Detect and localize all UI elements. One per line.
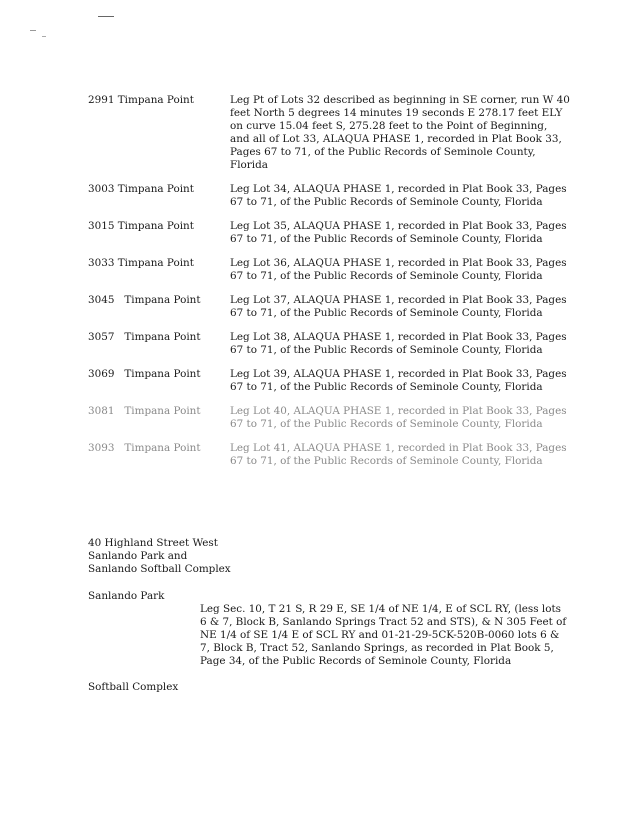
legal-line: Leg Lot 39, ALAQUA PHASE 1, recorded in Plat Book 33, Pages: [230, 368, 567, 380]
highland-line: Sanlando Park and: [88, 550, 188, 562]
legal-line: on curve 15.04 feet S, 275.28 feet to the Point of Beginning,: [230, 120, 548, 132]
property-address: 3003 Timpana Point: [88, 183, 194, 195]
legal-description: [230, 294, 567, 320]
property-address: 3081 Timpana Point: [88, 405, 201, 417]
property-entry: [88, 183, 567, 209]
property-address: 3015 Timpana Point: [88, 220, 194, 232]
legal-line: 6 & 7, Block B, Sanlando Springs Tract 52 and STS), & N 305 Feet of: [200, 616, 567, 628]
property-entry: [88, 368, 567, 394]
property-address: 3057 Timpana Point: [88, 331, 201, 343]
legal-line: 67 to 71, of the Public Records of Seminole County, Florida: [230, 455, 543, 467]
legal-description: [230, 405, 567, 431]
legal-line: 67 to 71, of the Public Records of Seminole County, Florida: [230, 307, 543, 319]
legal-line: Pages 67 to 71, of the Public Records of Seminole County,: [230, 146, 536, 158]
legal-line: Page 34, of the Public Records of Seminole County, Florida: [200, 655, 512, 667]
legal-line: NE 1/4 of SE 1/4 E of SCL RY and 01-21-29-5CK-520B-0060 lots 6 &: [200, 629, 560, 641]
property-entry: [88, 294, 567, 320]
legal-description: [230, 331, 567, 357]
scan-mark: [98, 16, 114, 17]
legal-line: Florida: [230, 159, 268, 171]
highland-line: 40 Highland Street West: [88, 537, 218, 549]
scan-mark: [30, 30, 36, 31]
legal-line: and all of Lot 33, ALAQUA PHASE 1, recorded in Plat Book 33,: [230, 133, 562, 145]
property-address: 2991 Timpana Point: [88, 94, 194, 106]
legal-line: 67 to 71, of the Public Records of Seminole County, Florida: [230, 270, 543, 282]
legal-line: feet North 5 degrees 14 minutes 19 seconds E 278.17 feet ELY: [230, 107, 563, 119]
property-entry: [88, 257, 567, 283]
property-address: 3069 Timpana Point: [88, 368, 201, 380]
legal-description: [230, 94, 570, 172]
highland-line: Sanlando Softball Complex: [88, 563, 231, 575]
legal-line: 67 to 71, of the Public Records of Seminole County, Florida: [230, 233, 543, 245]
property-entry: [88, 331, 567, 357]
legal-line: 7, Block B, Tract 52, Sanlando Springs, as recorded in Plat Book 5,: [200, 642, 554, 654]
property-address: 3093 Timpana Point: [88, 442, 201, 454]
scan-mark: [42, 36, 46, 37]
property-address: 3045 Timpana Point: [88, 294, 201, 306]
property-entry: [88, 442, 567, 468]
legal-description: [230, 220, 567, 246]
legal-line: 67 to 71, of the Public Records of Seminole County, Florida: [230, 418, 543, 430]
legal-line: Leg Pt of Lots 32 described as beginning in SE corner, run W 40: [230, 94, 570, 106]
legal-line: 67 to 71, of the Public Records of Seminole County, Florida: [230, 344, 543, 356]
sanlando-park-legal: [200, 603, 567, 668]
legal-line: Leg Sec. 10, T 21 S, R 29 E, SE 1/4 of NE 1/4, E of SCL RY, (less lots: [200, 603, 561, 615]
legal-line: 67 to 71, of the Public Records of Seminole County, Florida: [230, 381, 543, 393]
legal-line: Leg Lot 40, ALAQUA PHASE 1, recorded in Plat Book 33, Pages: [230, 405, 567, 417]
highland-address-block: [88, 537, 231, 576]
legal-line: Leg Lot 34, ALAQUA PHASE 1, recorded in Plat Book 33, Pages: [230, 183, 567, 195]
softball-complex-heading: Softball Complex: [88, 681, 179, 693]
legal-line: Leg Lot 36, ALAQUA PHASE 1, recorded in Plat Book 33, Pages: [230, 257, 567, 269]
legal-description: [230, 183, 567, 209]
legal-line: Leg Lot 37, ALAQUA PHASE 1, recorded in Plat Book 33, Pages: [230, 294, 567, 306]
property-entry: [88, 220, 567, 246]
legal-line: Leg Lot 41, ALAQUA PHASE 1, recorded in Plat Book 33, Pages: [230, 442, 567, 454]
property-entry: [88, 405, 567, 431]
property-list: [88, 94, 570, 479]
legal-line: 67 to 71, of the Public Records of Seminole County, Florida: [230, 196, 543, 208]
property-entry: [88, 94, 570, 172]
legal-line: Leg Lot 35, ALAQUA PHASE 1, recorded in Plat Book 33, Pages: [230, 220, 567, 232]
legal-description: [230, 257, 567, 283]
sanlando-park-heading: Sanlando Park: [88, 590, 165, 602]
legal-description: [230, 442, 567, 468]
legal-line: Leg Lot 38, ALAQUA PHASE 1, recorded in Plat Book 33, Pages: [230, 331, 567, 343]
property-address: 3033 Timpana Point: [88, 257, 194, 269]
legal-description: [230, 368, 567, 394]
